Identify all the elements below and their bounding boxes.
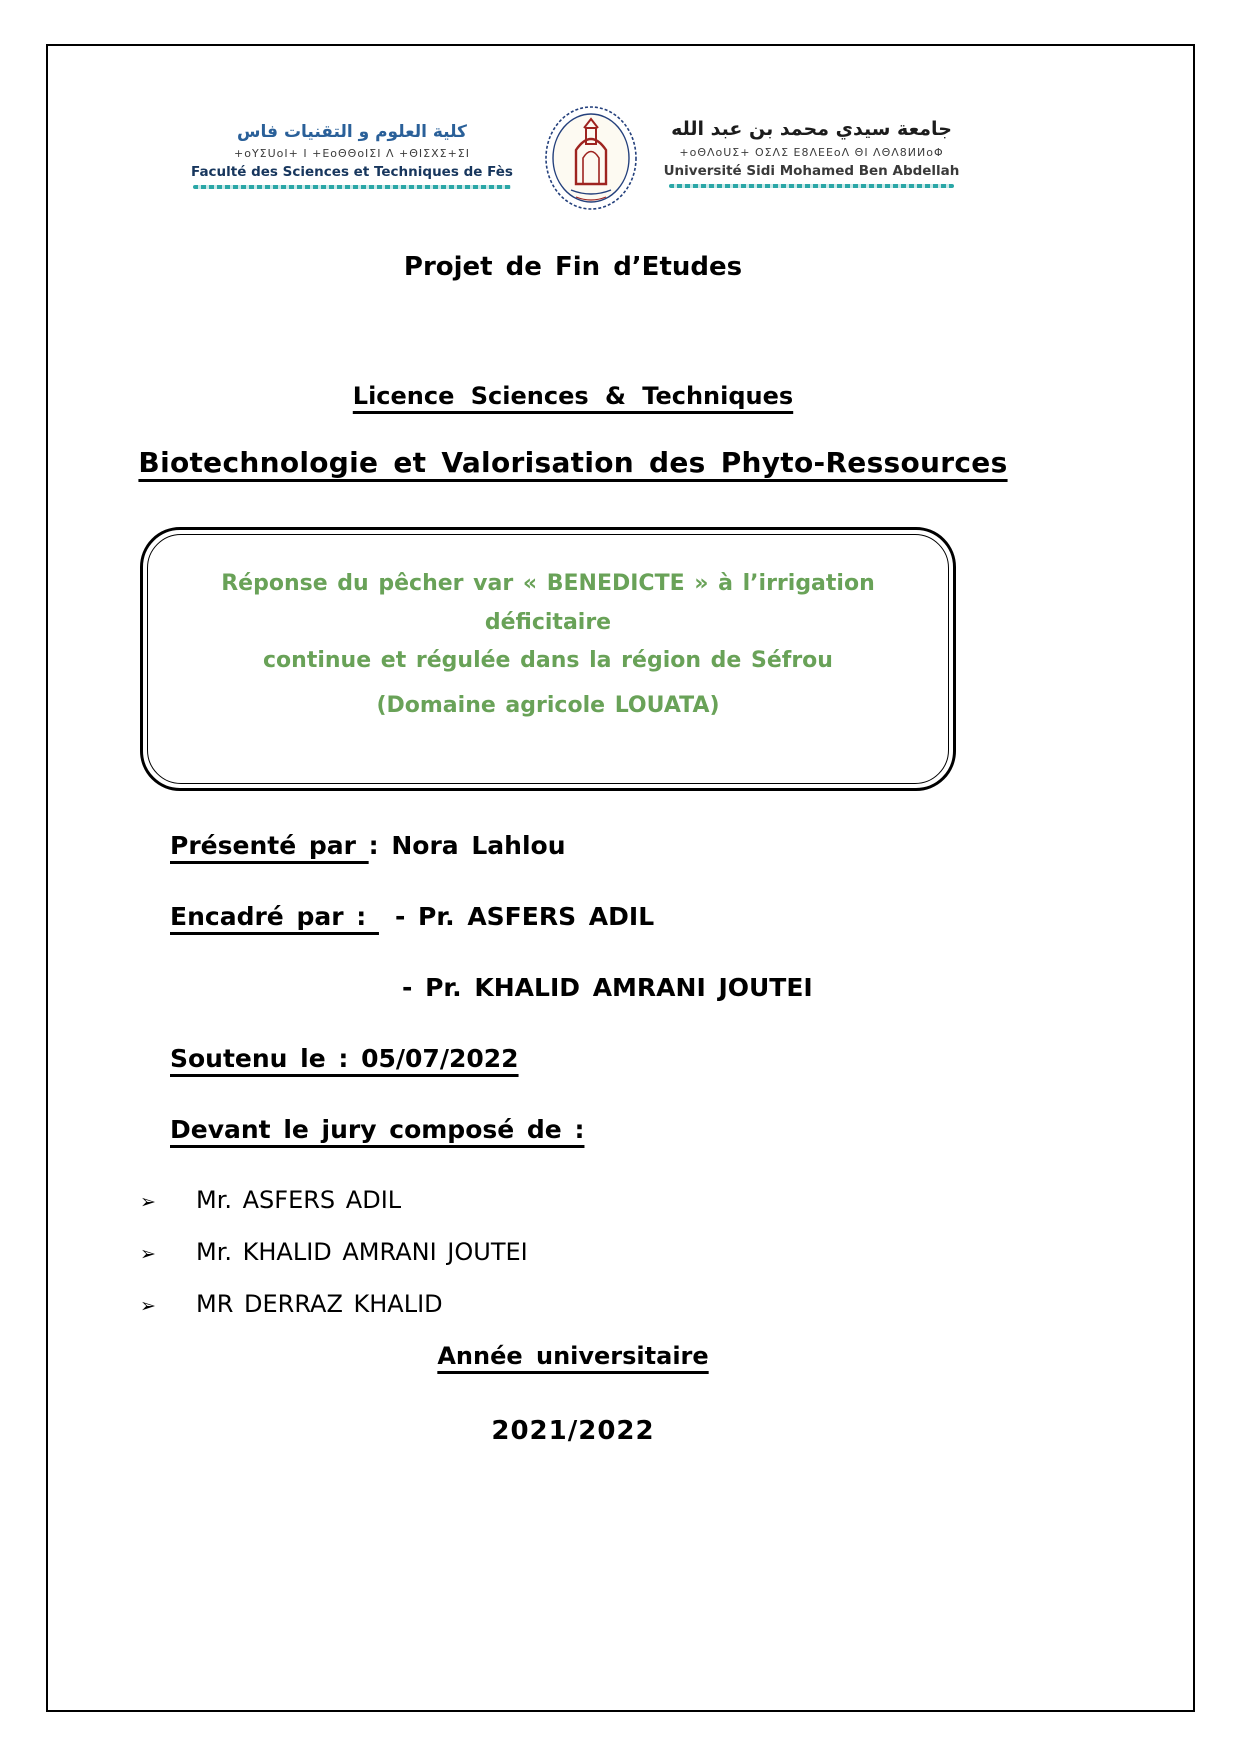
presented-by-value: : Nora Lahlou [368,831,566,860]
decorative-teal-line [193,185,510,189]
faculty-name-arabic: كلية العلوم و التقنيات فاس [237,122,467,142]
supervised-by-label: Encadré par : [170,902,379,931]
program-title [48,446,1098,479]
jury-member-name: MR DERRAZ KHALID [196,1290,443,1318]
arrow-bullet-icon: ➢ [140,1191,156,1213]
supervisor-2-line: - Pr. KHALID AMRANI JOUTEI [402,973,813,1002]
subject-line-1: Réponse du pêcher var « BENEDICTE » à l’irrigation déficitaire [221,571,875,635]
university-block [657,104,967,188]
faculty-block [180,104,525,189]
jury-member [140,1290,1098,1318]
subject-box-inner [147,534,949,784]
subject-line-3: (Domaine agricole LOUATA) [376,692,720,718]
jury-member [140,1238,1098,1266]
university-name-french: Université Sidi Mohamed Ben Abdellah [663,162,960,179]
academic-year-value: 2021/2022 [491,1416,655,1446]
document-type-title: Projet de Fin d’Etudes [403,252,743,282]
university-name-arabic: جامعة سيدي محمد بن عبد الله [671,118,952,140]
page-content [48,46,1193,1710]
presented-by-line [170,831,1098,860]
faculty-name-french: Faculté des Sciences et Techniques de Fès [191,164,513,181]
program-title-text: Biotechnologie et Valorisation des Phyto-Ressources [138,446,1008,479]
academic-year-label-text: Année universitaire [437,1342,709,1370]
supervised-by-line [170,902,1098,931]
arrow-bullet-icon: ➢ [140,1243,156,1265]
university-name-tifinagh: +oΘΛoUΣ+ OΣΛΣ E8ΛEEoΛ ΘI ΛΘΛ8ИИoΦ [679,145,944,159]
institution-header [48,104,1098,220]
jury-list [140,1186,1098,1318]
supervisor-1: - Pr. ASFERS ADIL [394,902,655,931]
university-emblem-icon [541,104,641,216]
info-block [140,831,1098,1318]
licence-title [48,382,1098,410]
jury-heading-text: Devant le jury composé de : [170,1115,585,1144]
subject-box [140,527,956,791]
licence-title-text: Licence Sciences & Techniques [352,382,794,410]
jury-member-name: Mr. ASFERS ADIL [196,1186,402,1214]
faculty-name-tifinagh: +oYΣUoI+ I +EoΘΘoIΣI Λ +ΘIΣXΣ+ΣI [234,147,470,161]
decorative-teal-line [669,184,954,188]
academic-year-label [48,1342,1098,1370]
defense-date-text: Soutenu le : 05/07/2022 [170,1044,519,1073]
defense-date-line [170,1044,1098,1073]
jury-member [140,1186,1098,1214]
jury-member-name: Mr. KHALID AMRANI JOUTEI [196,1238,528,1266]
subject-line-2: continue et régulée dans la région de Séfrou [263,648,833,673]
jury-heading-line [170,1115,1098,1144]
arrow-bullet-icon: ➢ [140,1295,156,1317]
university-logo [541,104,641,220]
presented-by-label: Présenté par [170,831,369,860]
